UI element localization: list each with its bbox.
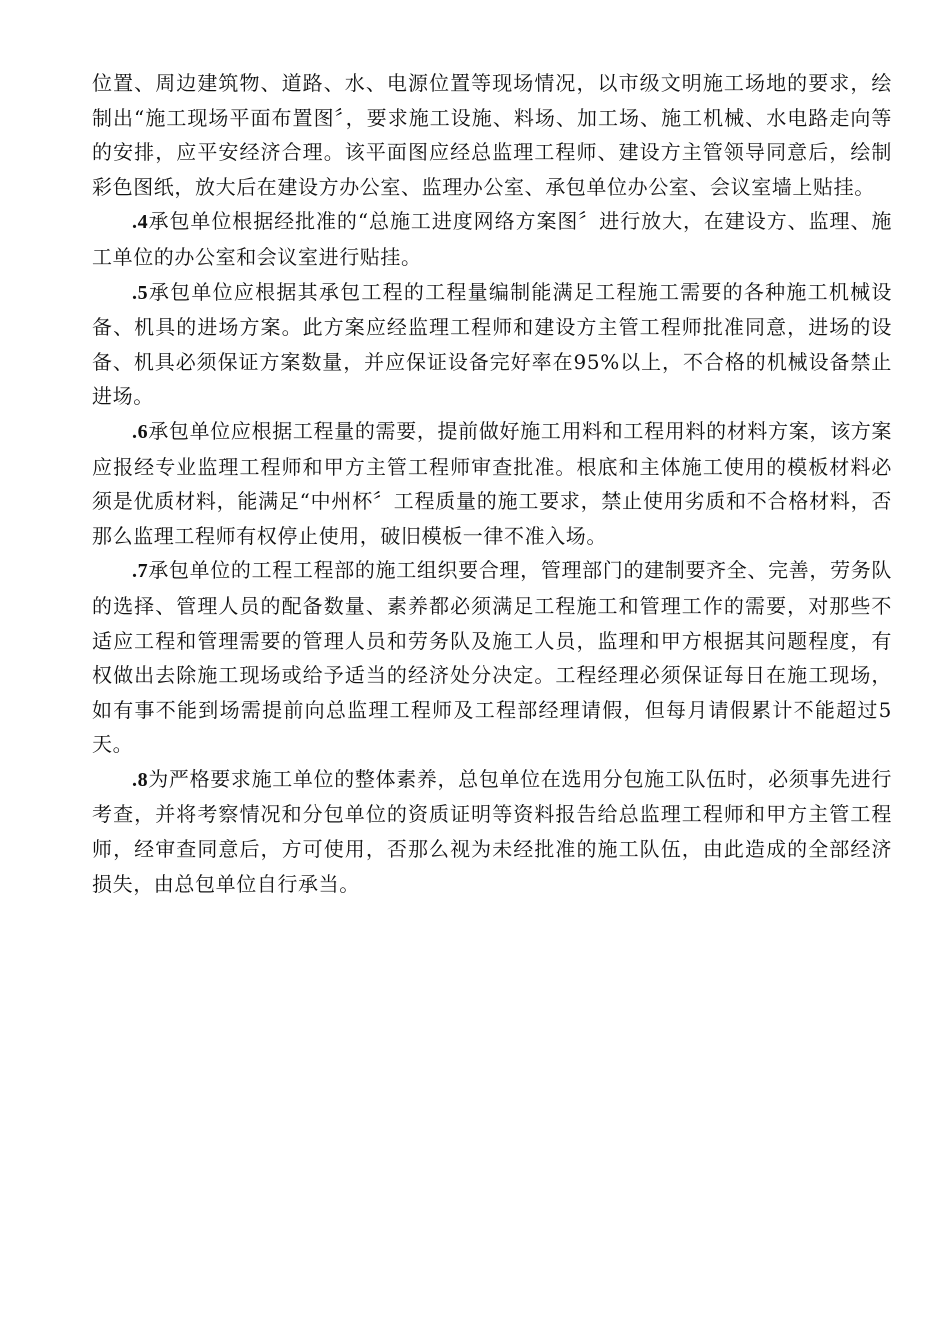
paragraph-number: .5 — [132, 281, 149, 304]
paragraph-item-6 — [92, 414, 892, 553]
paragraph-item-5 — [92, 275, 892, 414]
paragraph-number: .7 — [132, 560, 149, 583]
paragraph-item-7 — [92, 553, 892, 762]
paragraph-continuation — [92, 66, 892, 204]
document-page — [92, 66, 892, 901]
paragraph-text: 承包单位根据经批准的“总施工进度网络方案图〞进行放大，在建设方、监理、施工单位的办公室和会议室进行贴挂。 — [92, 209, 892, 269]
paragraph-text: 为严格要求施工单位的整体素养，总包单位在选用分包施工队伍时，必须事先进行考查，并将考察情况和分包单位的资质证明等资料报告给总监理工程师和甲方主管工程师，经审查同意后，方可使用，否那么视为未经批准的施工队伍，由此造成的全部经济损失，由总包单位自行承当。 — [92, 766, 892, 896]
paragraph-text: 承包单位的工程工程部的施工组织要合理，管理部门的建制要齐全、完善，劳务队的选择、管理人员的配备数量、素养都必须满足工程施工和管理工作的需要，对那些不适应工程和管理需要的管理人员和劳务队及施工人员，监理和甲方根据其问题程度，有权做出去除施工现场或给予适当的经济处分决定。工程经理必须保证每日在施工现场，如有事不能到场需提前向总监理工程师及工程部经理请假，但每月请假累计不能超过5天。 — [92, 558, 892, 757]
paragraph-item-8 — [92, 762, 892, 901]
paragraph-text: 位置、周边建筑物、道路、水、电源位置等现场情况，以市级文明施工场地的要求，绘制出“施工现场平面布置图〞，要求施工设施、料场、加工场、施工机械、水电路走向等的安排，应平安经济合理。该平面图应经总监理工程师、建设方主管领导同意后，绘制彩色图纸，放大后在建设方办公室、监理办公室、承包单位办公室、会议室墙上贴挂。 — [92, 71, 892, 199]
paragraph-text: 承包单位应根据工程量的需要，提前做好施工用料和工程用料的材料方案，该方案应报经专业监理工程师和甲方主管工程师审查批准。根底和主体施工使用的模板材料必须是优质材料，能满足“中州杯〞工程质量的施工要求，禁止使用劣质和不合格材料，否那么监理工程师有权停止使用，破旧模板一律不准入场。 — [92, 418, 892, 548]
paragraph-text: 承包单位应根据其承包工程的工程量编制能满足工程施工需要的各种施工机械设备、机具的进场方案。此方案应经监理工程师和建设方主管工程师批准同意，进场的设备、机具必须保证方案数量，并应保证设备完好率在95%以上，不合格的机械设备禁止进场。 — [92, 279, 892, 409]
paragraph-number: .8 — [132, 768, 149, 791]
paragraph-number: .6 — [132, 420, 149, 443]
paragraph-item-4 — [92, 204, 892, 274]
paragraph-number: .4 — [132, 211, 149, 234]
